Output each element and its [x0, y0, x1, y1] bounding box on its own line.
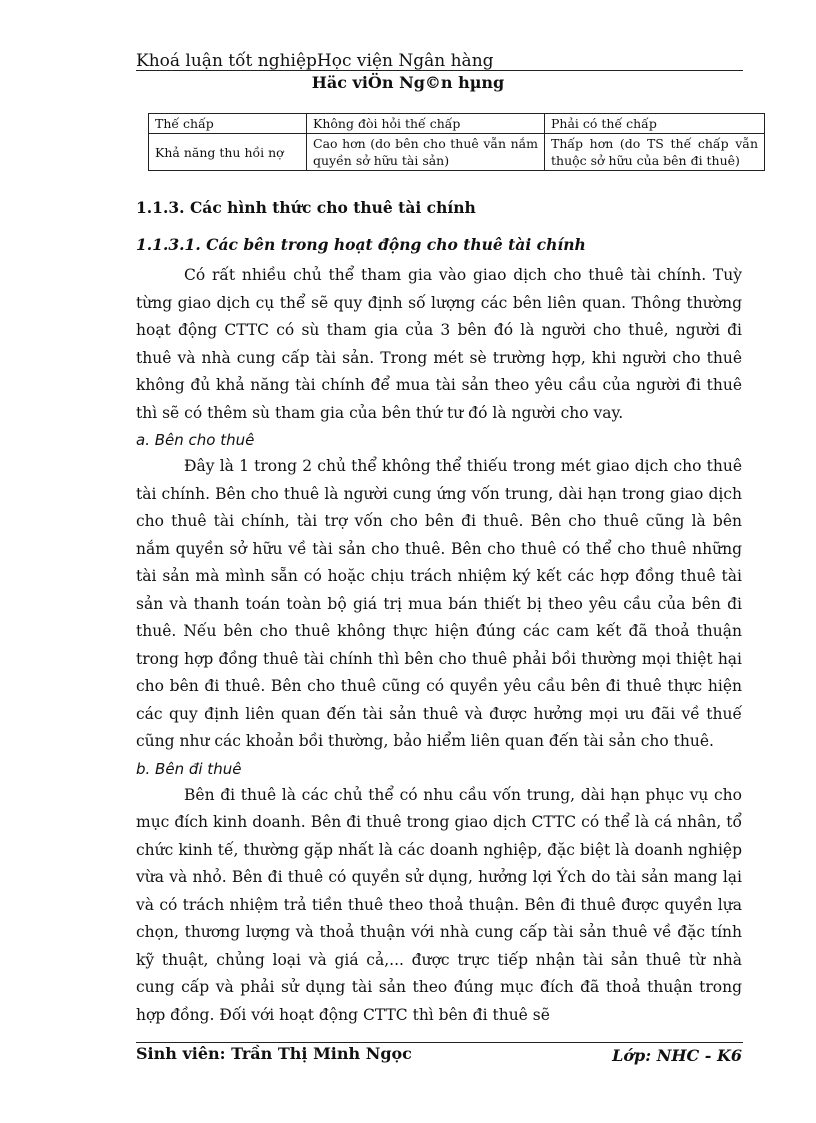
page-footer	[136, 1044, 742, 1070]
header-divider	[136, 70, 743, 71]
table-row	[149, 134, 765, 171]
footer-class: Lớp: NHC - K6	[612, 1046, 742, 1065]
footer-student-name: Sinh viên: Trần Thị Minh Ngọc	[136, 1044, 412, 1063]
table-cell: Phải có thế chấp	[545, 114, 765, 134]
table-cell: Thấp hơn (do TS thế chấp vẫn thuộc sở hữu của bên đi thuê)	[545, 134, 765, 171]
section-title: 1.1.3. Các hình thức cho thuê tài chính	[136, 198, 476, 217]
table-cell: Thế chấp	[149, 114, 307, 134]
lessor-paragraph: Đây là 1 trong 2 chủ thể không thể thiếu trong mét giao dịch cho thuê tài chính. Bên cho thuê là người cung ứng vốn trung, dài hạn trong giao dịch cho thuê tài chính, tài trợ vốn cho bên đi thuê. Bên cho thuê cũng là bên nắm quyền sở hữu về tài sản cho thuê. Bên cho thuê có thể cho thuê những tài sản mà mình sẵn có hoặc chịu trách nhiệm ký kết các hợp đồng thuê tài sản và thanh toán toàn bộ giá trị mua bán thiết bị theo yêu cầu của bên đi thuê. Nếu bên cho thuê không thực hiện đúng các cam kết đã thoả thuận trong hợp đồng thuê tài chính thì bên cho thuê phải bồi thường mọi thiệt hại cho bên đi thuê. Bên cho thuê cũng có quyền yêu cầu bên đi thuê thực hiện các quy định liên quan đến tài sản thuê và được hưởng mọi ưu đãi về thuế cũng như các khoản bồi thường, bảo hiểm liên quan đến tài sản cho thuê.	[136, 457, 742, 750]
table-cell: Khả năng thu hồi nợ	[149, 134, 307, 171]
page-header-subtitle: Häc viÖn Ng©n hµng	[311, 73, 505, 92]
table-header-row	[149, 114, 765, 134]
main-content	[136, 196, 742, 1029]
table-cell: Cao hơn (do bên cho thuê vẫn nắm quyền sở hữu tài sản)	[307, 134, 545, 171]
subsection-title: 1.1.3.1. Các bên trong hoạt động cho thuê tài chính	[136, 235, 586, 254]
page-header-title: Khoá luận tốt nghiệpHọc viện Ngân hàng	[136, 51, 494, 71]
lessor-heading: a. Bên cho thuê	[136, 431, 255, 449]
footer-divider	[136, 1042, 743, 1043]
intro-paragraph: Có rất nhiều chủ thể tham gia vào giao dịch cho thuê tài chính. Tuỳ từng giao dịch cụ thể sẽ quy định số lượng các bên liên quan. Thông thường hoạt động CTTC có sù tham gia của 3 bên đó là người cho thuê, người đi thuê và nhà cung cấp tài sản. Trong mét sè trường hợp, khi người cho thuê không đủ khả năng tài chính để mua tài sản theo yêu cầu của người đi thuê thì sẽ có thêm sù tham gia của bên thứ tư đó là người cho vay.	[136, 266, 742, 422]
table-cell: Không đòi hỏi thế chấp	[307, 114, 545, 134]
lessee-heading: b. Bên đi thuê	[136, 759, 242, 778]
comparison-table	[148, 113, 765, 171]
lessee-paragraph: Bên đi thuê là các chủ thể có nhu cầu vốn trung, dài hạn phục vụ cho mục đích kinh doanh. Bên đi thuê trong giao dịch CTTC có thể là cá nhân, tổ chức kinh tế, thường gặp nhất là các doanh nghiệp, đặc biệt là doanh nghiệp vừa và nhỏ. Bên đi thuê có quyền sử dụng, hưởng lợi Ých do tài sản mang lại và có trách nhiệm trả tiền thuê theo thoả thuận. Bên đi thuê được quyền lựa chọn, thương lượng và thoả thuận với nhà cung cấp tài sản thuê về đặc tính kỹ thuật, chủng loại và giá cả,... được trực tiếp nhận tài sản thuê từ nhà cung cấp và phải sử dụng tài sản theo đúng mục đích đã thoả thuận trong hợp đồng. Đối với hoạt động CTTC thì bên đi thuê sẽ	[136, 785, 742, 1024]
